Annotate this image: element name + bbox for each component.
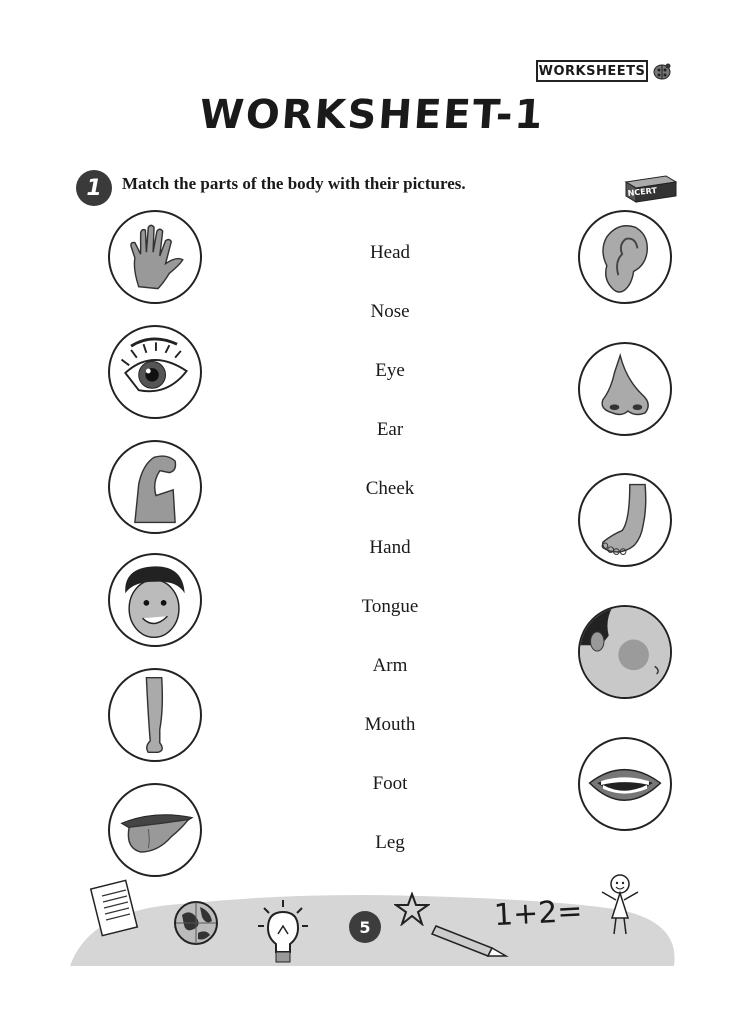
mouth-picture[interactable]: [578, 737, 672, 831]
eye-icon: [110, 327, 200, 417]
tongue-picture[interactable]: [108, 783, 202, 877]
head-picture[interactable]: [108, 553, 202, 647]
foot-icon: [580, 475, 670, 565]
word-foot: Foot: [372, 773, 408, 794]
worksheets-tag: WORKSHEETS: [536, 60, 648, 82]
hand-icon: [110, 212, 200, 302]
math-expression: 1+2=: [493, 893, 584, 934]
word-eye: Eye: [375, 360, 405, 381]
word-mouth: Mouth: [364, 714, 416, 735]
arm-picture[interactable]: [108, 440, 202, 534]
stick-figure-icon: [598, 872, 642, 938]
leg-picture[interactable]: [108, 668, 202, 762]
word-nose: Nose: [370, 301, 410, 322]
star-icon: [394, 892, 430, 926]
ladybug-icon: [651, 61, 673, 81]
word-cheek: Cheek: [365, 478, 415, 499]
arm-icon: [110, 442, 200, 532]
word-arm: Arm: [372, 655, 408, 676]
nose-picture[interactable]: [578, 342, 672, 436]
hand-picture[interactable]: [108, 210, 202, 304]
question-instruction: Match the parts of the body with their pictures.: [122, 174, 466, 193]
mouth-icon: [580, 739, 670, 829]
ncert-book-icon: [622, 172, 678, 206]
word-hand: Hand: [369, 537, 411, 558]
ear-icon: [580, 212, 670, 302]
head-icon: [110, 555, 200, 645]
lightbulb-icon: [256, 898, 310, 970]
leg-icon: [110, 670, 200, 760]
word-tongue: Tongue: [361, 596, 419, 617]
foot-picture[interactable]: [578, 473, 672, 567]
question-number: 1: [76, 170, 112, 206]
word-ear: Ear: [376, 419, 404, 440]
page-title: WORKSHEET-1: [198, 92, 546, 138]
tongue-icon: [110, 785, 200, 875]
nose-icon: [580, 344, 670, 434]
word-leg: Leg: [375, 832, 405, 853]
notepad-icon: [90, 878, 140, 940]
page-number: 5: [349, 911, 381, 943]
cheek-picture[interactable]: [578, 605, 672, 699]
globe-icon: [172, 899, 220, 947]
cheek-icon: [580, 607, 670, 697]
ear-picture[interactable]: [578, 210, 672, 304]
word-head: Head: [369, 242, 411, 263]
eye-picture[interactable]: [108, 325, 202, 419]
ncert-label: NCERT: [627, 185, 658, 198]
